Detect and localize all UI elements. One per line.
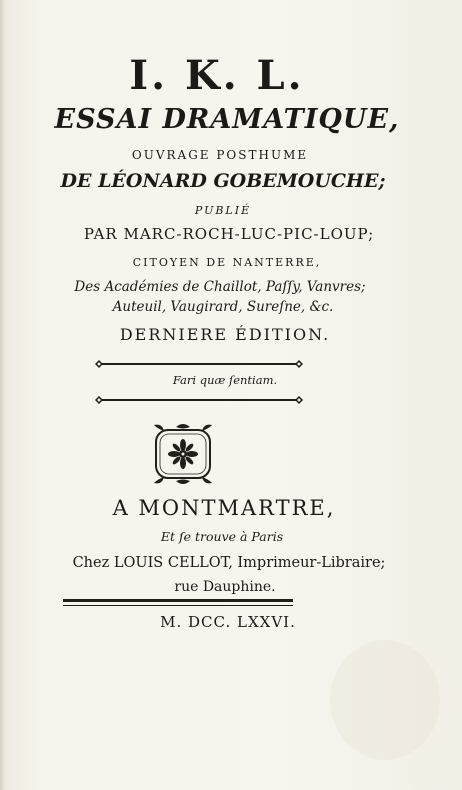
publisher-citizenship: CITOYEN DE NANTERRE,	[132, 256, 322, 269]
floral-vignette-icon	[148, 421, 218, 487]
work-type: OUVRAGE POSTHUME	[131, 148, 309, 162]
imprint-sold-at: Et ſe trouve à Paris	[160, 529, 284, 544]
double-rule	[63, 599, 293, 602]
fleuron-icon	[94, 395, 104, 405]
academies-line-2: Auteuil, Vaugirard, Sureſne, &c.	[112, 299, 334, 315]
publisher-name: PAR MARC-ROCH-LUC-PIC-LOUP;	[83, 225, 375, 243]
paper-stain	[330, 640, 440, 760]
fleuron-icon	[94, 359, 104, 369]
edition-label: DERNIERE ÉDITION.	[119, 325, 331, 344]
fleuron-icon	[294, 395, 304, 405]
imprint-printer: Chez LOUIS CELLOT, Imprimeur-Libraire;	[72, 555, 386, 571]
imprint-address: rue Dauphine.	[174, 579, 276, 595]
book-title: I. K. L.	[129, 52, 305, 99]
book-subtitle: ESSAI DRAMATIQUE,	[54, 104, 400, 135]
ornamental-rule-bottom	[100, 399, 298, 401]
author-name: DE LÉONARD GOBEMOUCHE;	[60, 170, 386, 192]
fleuron-icon	[294, 359, 304, 369]
published-label: PUBLIÉ	[194, 204, 252, 217]
academies-line-1: Des Académies de Chaillot, Paſſy, Vanvres;	[74, 279, 366, 295]
imprint-place: A MONTMARTRE,	[112, 496, 336, 520]
imprint-date: M. DCC. LXXVI.	[160, 613, 296, 631]
motto: Fari quæ ſentiam.	[172, 373, 278, 387]
ornamental-rule-top	[100, 363, 298, 365]
double-rule-thin	[63, 605, 293, 606]
